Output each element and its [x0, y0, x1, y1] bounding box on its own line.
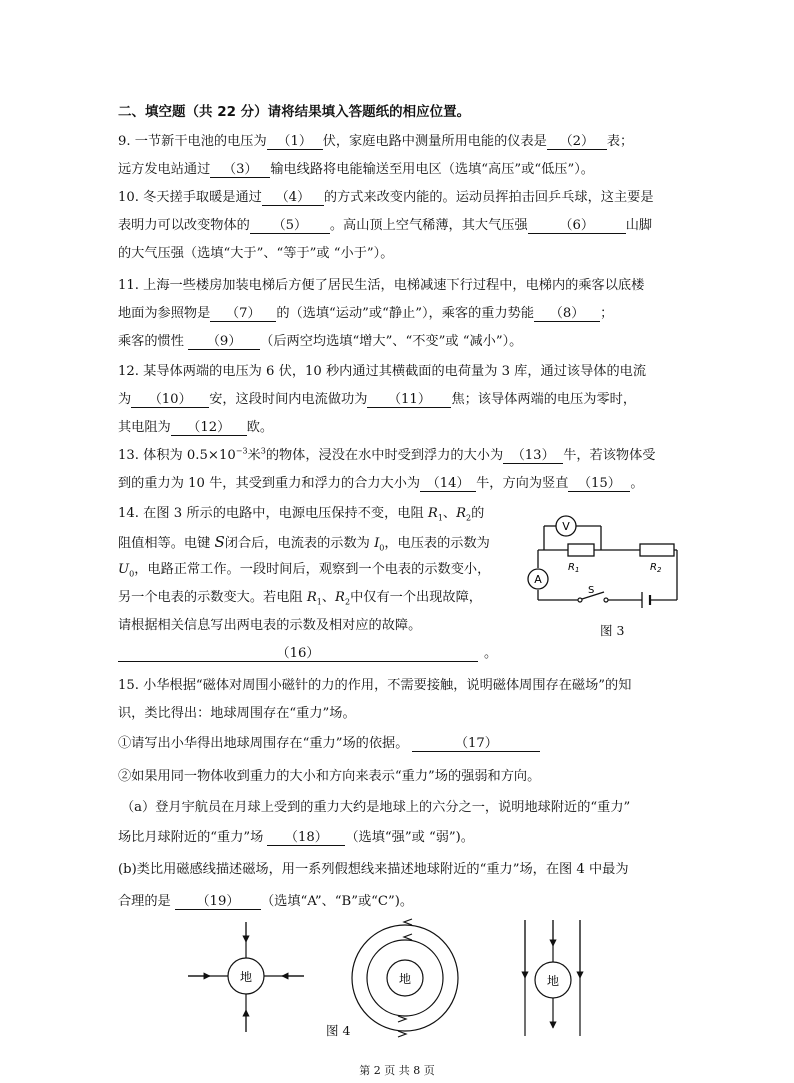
blank-16[interactable]: （16）	[118, 646, 478, 662]
resistor-r2	[640, 544, 674, 556]
ammeter-label: A	[534, 573, 542, 586]
blank-11[interactable]: （11）	[367, 392, 451, 408]
question-11-line-2: 地面为参照物是 （7） 的（选填“运动”或“静止”），乘客的重力势能 （8） ；	[118, 306, 614, 321]
page-footer: 第 2 页 共 8 页	[359, 1064, 435, 1077]
blank-8[interactable]: （8）	[534, 306, 600, 322]
circuit-diagram	[522, 512, 682, 608]
question-9-line-1: 9. 一节新干电池的电压为 （1） 伏，家庭电路中测量所用电能的仪表是 （2） 表；	[118, 134, 634, 149]
resistor-r1	[568, 544, 594, 556]
voltmeter-label: V	[562, 520, 570, 533]
blank-7[interactable]: （7）	[210, 306, 276, 322]
blank-13[interactable]: （13）	[503, 448, 563, 464]
blank-19[interactable]: （19）	[175, 894, 261, 910]
question-14-line-3: $U_0$，电路正常工作。一段时间后，观察到一个电表的示数变小，	[118, 562, 491, 579]
blank-3[interactable]: （3）	[210, 162, 270, 178]
blank-9[interactable]: （9）	[188, 334, 260, 350]
question-14-line-5: 请根据相关信息写出两电表的示数及相对应的故障。	[118, 618, 422, 633]
question-14-line-6: （16） 。	[118, 645, 497, 663]
question-14-line-2: 阻值相等。电键 S闭合后，电流表的示数为 $I_0$，电压表的示数为	[118, 533, 490, 553]
question-13-line-2: 到的重力为 10 牛，其受到重力和浮力的合力大小为 （14） 牛，方向为竖直 （15） 。	[118, 476, 644, 491]
question-15-line-5: （a）登月宇航员在月球上受到的重力大约是地球上的六分之一，说明地球附近的“重力”	[121, 800, 631, 815]
question-10-line-1: 10. 冬天搓手取暖是通过 （4） 的方式来改变内能的。运动员挥拍击回乒乓球，这主要是	[118, 190, 654, 205]
question-15-line-6: 场比月球附近的“重力”场 （18） （选填“强”或 “弱”)。	[118, 830, 474, 845]
blank-14[interactable]: （14）	[420, 476, 476, 492]
question-12-line-1: 12. 某导体两端的电压为 6 伏，10 秒内通过其横截面的电荷量为 3 库，通过该导体的电流	[118, 364, 647, 379]
earth-label-b: 地	[398, 972, 412, 986]
switch-icon	[578, 598, 582, 602]
earth-label-c: 地	[546, 974, 560, 988]
question-13-line-1: 13. 体积为 $0.5\times 10^{-3}$米$^3$的物体，浸没在水中时受到浮力的大小为 （13） 牛，若该物体受	[118, 446, 656, 463]
question-9-line-2: 远方发电站通过 （3） 输电线路将电能输送至用电区（选填“高压”或“低压”）。	[118, 162, 594, 177]
question-15-line-2: 识，类比得出：地球周围存在“重力”场。	[118, 706, 356, 721]
blank-6[interactable]: （6）	[528, 218, 626, 234]
question-12-line-2: 为 （10） 安，这段时间内电流做功为 （11） 焦；该导体两端的电压为零时，	[118, 392, 637, 407]
question-10-line-2: 表明力可以改变物体的 （5） 。高山顶上空气稀薄，其大气压强 （6） 山脚	[118, 218, 653, 233]
blank-5[interactable]: （5）	[250, 218, 330, 234]
blank-12[interactable]: （12）	[171, 420, 247, 436]
blank-10[interactable]: （10）	[131, 392, 209, 408]
r1-label: $R_1$	[568, 562, 580, 574]
question-15-line-4: ②如果用同一物体收到重力的大小和方向来表示“重力”场的强弱和方向。	[118, 769, 541, 784]
blank-1[interactable]: （1）	[267, 134, 323, 150]
earth-label-a: 地	[239, 970, 253, 984]
question-10-line-3: 的大气压强（选填“大于”、“等于”或 “小于”）。	[118, 246, 394, 261]
figure-3-caption: 图 3	[600, 623, 625, 638]
switch-label: S	[588, 585, 595, 596]
blank-2[interactable]: （2）	[547, 134, 607, 150]
question-12-line-3: 其电阻为 （12） 欧。	[118, 420, 274, 435]
section-title: 二、填空题（共 22 分）请将结果填入答题纸的相应位置。	[118, 104, 471, 120]
r2-label: $R_2$	[650, 562, 662, 574]
blank-17[interactable]: （17）	[412, 736, 540, 752]
figure-4-caption: 图 4	[326, 1023, 351, 1038]
blank-18[interactable]: （18）	[267, 830, 345, 846]
question-11-line-1: 11. 上海一些楼房加装电梯后方便了居民生活，电梯减速下行过程中，电梯内的乘客以底楼	[118, 278, 645, 293]
blank-15[interactable]: （15）	[568, 476, 630, 492]
blank-4[interactable]: （4）	[262, 190, 324, 206]
question-15-line-7: (b)类比用磁感线描述磁场，用一系列假想线来描述地球附近的“重力”场，在图 4 中最为	[118, 862, 629, 877]
question-11-line-3: 乘客的惯性 （9） （后两空均选填“增大”、“不变”或 “减小”）。	[118, 334, 523, 349]
question-15-line-8: 合理的是 （19） （选填“A”、“B”或“C”)。	[118, 894, 414, 909]
question-14-line-1: 14. 在图 3 所示的电路中，电源电压保持不变，电阻 $R_1$、$R_2$的	[118, 506, 485, 523]
question-14-line-4: 另一个电表的示数变大。若电阻 $R_1$、$R_2$中仅有一个出现故障，	[118, 590, 482, 607]
question-15-line-3: ①请写出小华得出地球周围存在“重力”场的依据。 （17）	[118, 735, 540, 753]
figure-4	[180, 918, 600, 1040]
question-15-line-1: 15. 小华根据“磁体对周围小磁针的力的作用，不需要接触，说明磁体周围存在磁场”的知	[118, 678, 632, 693]
